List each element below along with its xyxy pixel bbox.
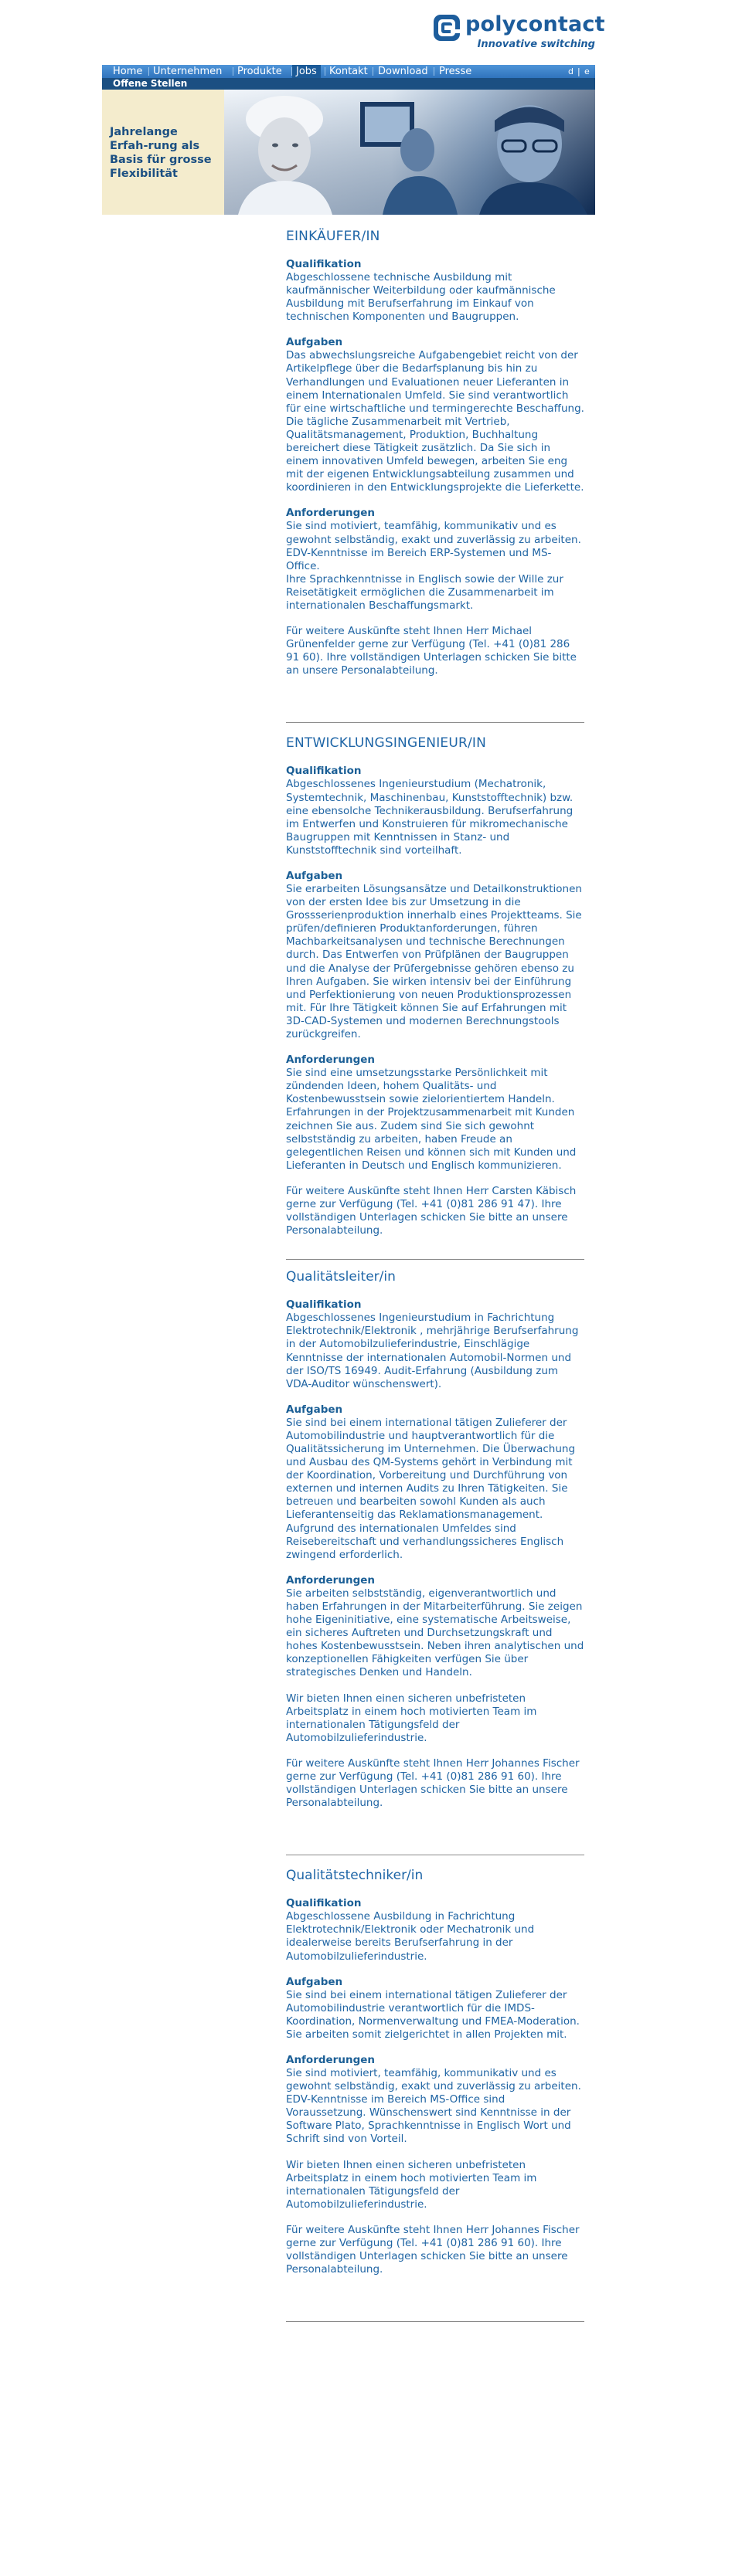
nav-home[interactable]: Home — [113, 66, 143, 77]
contact-note: Für weitere Auskünfte steht Ihnen Herr Carsten Käbisch gerne zur Verfügung (Tel. +41 (0)81 286 91 47). Ihre vollständigen Unterlagen schicken Sie bitte an unsere Personalabteilung. — [286, 1184, 577, 1237]
job-qualitaetsleiter — [286, 1269, 584, 1810]
contact-note: Für weitere Auskünfte steht Ihnen Herr Michael Grünenfelder gerne zur Verfügung (Tel. +41 (0)81 286 91 60). Ihre vollständigen Unterlagen schicken Sie bitte an unsere Personalabteilung. — [286, 625, 577, 677]
section-text: Abgeschlossene Ausbildung in Fachrichtung Elektrotechnik/Elektronik oder Mechatronik und idealerweise bereits Berufserfahrung in der Automobilzulieferindustrie. — [286, 1910, 535, 1963]
nav-unternehmen[interactable]: Unternehmen — [153, 66, 223, 77]
job-title: Qualitätstechniker/in — [286, 1868, 424, 1884]
section-heading: Aufgaben — [286, 336, 343, 349]
section-heading: Aufgaben — [286, 870, 343, 882]
section-heading: Qualifikation — [286, 1298, 362, 1312]
polycontact-logo[interactable] — [433, 12, 605, 56]
job-title: Qualitätsleiter/in — [286, 1269, 396, 1285]
section-text: Abgeschlossenes Ingenieurstudium in Fachrichtung Elektrotechnik/Elektronik , mehrjährige Berufserfahrung in der Automobilzulieferindustrie, Einschlägige Kenntnisse der internationalen Automobil-Normen und der ISO/TS 16949. Audit-Erfahrung (Ausbildung zum VDA-Auditor wünschenswert). — [286, 1312, 579, 1390]
section-text: Sie sind motiviert, teamfähig, kommunikativ und es gewohnt selbständig, exakt und zuverlässig zu arbeiten. EDV-Kenntnisse im Bereich MS-Office sind Voraussetzung. Wünschenswert sind Kenntnisse in der Software Plato, Sprachkenntnisse in Englisch Wort und Schrift sind von Vorteil. — [286, 2067, 581, 2146]
section-text: Sie erarbeiten Lösungsansätze und Detailkonstruktionen von der ersten Idee bis zur Umsetzung in die Grossserienproduktion innerhalb eines Projektteams. Sie prüfen/definieren Produktanforderungen, führen Machbarkeitsanalysen und technische Berechnungen durch. Das Entwerfen von Prüfplänen der Baugruppen und die Analyse der Prüfergebnisse gehören ebenso zu Ihren Aufgaben. Sie wirken intensiv bei der Einführung und Perfektionierung von neuen Produktionsprozessen mit. Für Ihre Tätigkeit können Sie auf Erfahrungen mit 3D-CAD-Systemen und modernen Berechnungstools zurückgreifen. — [286, 883, 582, 1041]
section-text: Sie sind motiviert, teamfähig, kommunikativ und es gewohnt selbständig, exakt und zuverlässig zu arbeiten. EDV-Kenntnisse im Bereich ERP-Systemen und MS-Office. Ihre Sprachkenntnisse in Englisch sowie der Wille zur Reisetätigkeit ermöglichen die Zusammenarbeit im internationalen Beschaffungsmarkt. — [286, 520, 581, 612]
section-text: Sie sind bei einem international tätigen Zulieferer der Automobilindustrie verantwortlich für die IMDS-Koordination, Normenverwaltung und FMEA-Moderation. Sie arbeiten somit zielgerichtet in allen Projekten mit. — [286, 1988, 580, 2041]
job-entwicklungsingenieur — [286, 735, 584, 1237]
job-list — [286, 229, 584, 2322]
divider — [286, 2321, 584, 2322]
brand-claim: Innovative switching — [477, 39, 595, 50]
section-heading: Qualifikation — [286, 765, 362, 778]
banner-photo — [224, 90, 595, 215]
offer-note: Wir bieten Ihnen einen sicheren unbefristeten Arbeitsplatz in einem hoch motivierten Team im internationalen Tätigungsfeld der Automobilzulieferindustrie. — [286, 2158, 537, 2211]
subnav-offene-stellen[interactable]: Offene Stellen — [113, 78, 188, 89]
section-text: Sie sind bei einem international tätigen Zulieferer der Automobilindustrie und hauptverantwortlich für die Qualitätssicherung im Unternehmen. Die Überwachung und Ausbau des QM-Systems gehört in Verbindung mit der Koordination, Vorbereitung und Durchführung von externen und internen Audits zu Ihren Tätigkeiten. Sie betreuen und bearbeiten sowohl Kunden als auch Lieferantenseitig das Reklamationsmanagement. Aufgrund des internationalen Umfeldes sind Reisebereitschaft und verhandlungssicheres Englisch zwingend erforderlich. — [286, 1416, 576, 1561]
contact-note: Für weitere Auskünfte steht Ihnen Herr Johannes Fischer gerne zur Verfügung (Tel. +41 (0)81 286 91 60). Ihre vollständigen Unterlagen schicken Sie bitte an unsere Personalabteilung. — [286, 2223, 580, 2276]
nav-download[interactable]: Download — [378, 66, 428, 77]
nav-produkte[interactable]: Produkte — [237, 66, 282, 77]
section-heading: Anforderungen — [286, 1054, 375, 1067]
nav-separator — [148, 67, 149, 76]
banner-tagline-box — [102, 90, 224, 215]
job-einkaeufer — [286, 229, 584, 677]
contact-note: Für weitere Auskünfte steht Ihnen Herr Johannes Fischer gerne zur Verfügung (Tel. +41 (0)81 286 91 60). Ihre vollständigen Unterlagen schicken Sie bitte an unsere Personalabteilung. — [286, 1756, 580, 1810]
header-banner — [102, 90, 595, 215]
lang-e-link[interactable]: e — [584, 66, 590, 76]
section-text: Das abwechslungsreiche Aufgabengebiet reicht von der Artikelpflege über die Bedarfsplanung bis hin zu Verhandlungen und Evaluationen neuer Lieferanten in einem Internationalen Umfeld. Sie sind verantwortlich für eine wirtschaftliche und termingerechte Beschaffung. Die tägliche Zusammenarbeit mit Vertrieb, Qualitätsmanagement, Produktion, Buchhaltung bereichert diese Tätigkeit zusätzlich. Da Sie sich in einem innovativen Umfeld bewegen, arbeiten Sie eng mit der eigenen Entwicklungsabteilung zusammen und koordinieren in den Entwicklungsprojekte die Lieferkette. — [286, 349, 584, 494]
job-title: ENTWICKLUNGSINGENIEUR/IN — [286, 735, 487, 752]
section-text: Sie sind eine umsetzungsstarke Persönlichkeit mit zündenden Ideen, hohem Qualitäts- und Kostenbewusstsein sowie zielorientiertem Handeln. Erfahrungen in der Projektzusammenarbeit mit Kunden zeichnen Sie aus. Zudem sind Sie sich gewohnt selbstständig zu arbeiten, haben Freude an gelegentlichen Reisen und können sich mit Kunden und Lieferanten in Deutsch und Englisch kommunizieren. — [286, 1067, 577, 1172]
polycontact-logo-icon — [433, 14, 461, 43]
section-heading: Anforderungen — [286, 2054, 375, 2066]
section-heading: Qualifikation — [286, 1897, 362, 1910]
lang-divider: | — [577, 66, 580, 76]
lang-d-link[interactable]: d — [568, 66, 574, 76]
nav-kontakt[interactable]: Kontakt — [329, 66, 368, 77]
section-heading: Anforderungen — [286, 1573, 375, 1587]
section-heading: Aufgaben — [286, 1403, 343, 1416]
section-heading: Qualifikation — [286, 258, 362, 270]
section-text: Abgeschlossene technische Ausbildung mit kaufmännischer Weiterbildung oder kaufmännische Ausbildung mit Berufserfahrung im Einkauf von technischen Komponenten und Baugruppen. — [286, 271, 556, 324]
nav-presse[interactable]: Presse — [439, 66, 472, 77]
section-text: Sie arbeiten selbstständig, eigenverantwortlich und haben Erfahrungen in der Mitarbeiterführung. Sie zeigen hohe Eigeninitiative, eine systematische Arbeitsweise, ein sicheres Auftreten und Durchsetzungskraft und hohes Kostenbewusstsein. Neben ihren analytischen und konzeptionellen Fähigkeiten verfügen Sie über strategisches Denken und Handeln. — [286, 1587, 584, 1679]
banner-tagline: Jahrelange Erfah-rung als Basis für grosse Flexibilität — [110, 126, 212, 180]
offer-note: Wir bieten Ihnen einen sicheren unbefristeten Arbeitsplatz in einem hoch motivierten Team im internationalen Tätigungsfeld der Automobilzulieferindustrie. — [286, 1692, 537, 1744]
job-qualitaetstechniker — [286, 1868, 584, 2276]
section-text: Abgeschlossenes Ingenieurstudium (Mechatronik, Systemtechnik, Maschinenbau, Kunststofftechnik) bzw. eine ebensolche Technikerausbildung. Berufserfahrung im Entwerfen und Konstruieren für mikromechanische Baugruppen mit Kenntnissen in Stanz- und Kunststofftechnik sind vorteilhaft. — [286, 778, 574, 857]
nav-jobs[interactable]: Jobs — [292, 65, 321, 78]
section-heading: Anforderungen — [286, 507, 375, 520]
section-heading: Aufgaben — [286, 1975, 343, 1988]
main-nav — [102, 65, 595, 78]
sub-nav — [102, 78, 595, 90]
brand-name: polycontact — [465, 12, 605, 36]
job-title: EINKÄUFER/IN — [286, 229, 380, 244]
